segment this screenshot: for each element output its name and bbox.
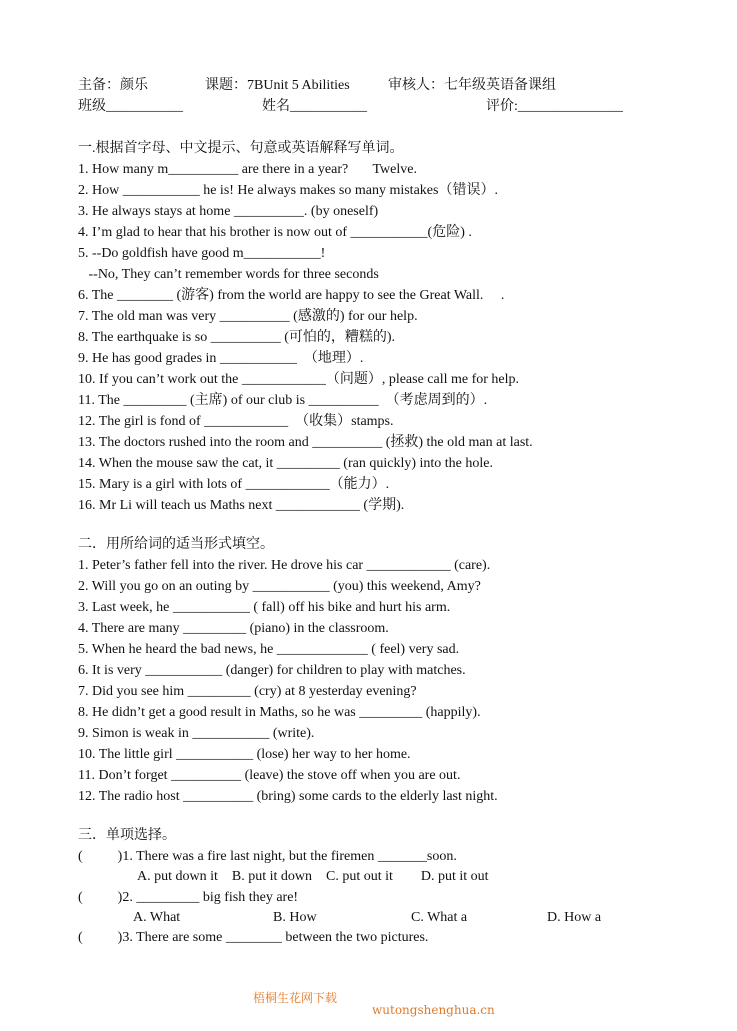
section1-item: 8. The earthquake is so __________ (可怕的，糟糕的). (78, 330, 396, 345)
question-3: ( )3. There are some ________ between the two pictures. (78, 930, 429, 945)
header-evaluation: 评价:_______________ (486, 99, 623, 114)
section2-item: 3. Last week, he ___________ ( fall) off his bike and hurt his arm. (78, 600, 451, 615)
section1-item: 6. The ________ (游客) from the world are happy to see the Great Wall. . (78, 288, 505, 303)
header-topic: 课题：7BUnit 5 Abilities (205, 78, 350, 93)
section2-item: 9. Simon is weak in ___________ (write). (78, 726, 315, 741)
section2-item: 2. Will you go on an outing by ___________ (you) this weekend, Amy? (78, 579, 481, 594)
section1-item: 10. If you can’t work out the ____________（问题）, please call me for help. (78, 372, 520, 387)
question-1: ( )1. There was a fire last night, but the firemen _______soon. (78, 849, 457, 864)
section2-item: 1. Peter’s father fell into the river. He drove his car ____________ (care). (78, 558, 491, 573)
section1-item: 1. How many m__________ are there in a year? Twelve. (78, 162, 417, 177)
question-2-option-d: D. How a (547, 910, 602, 925)
header-reviewer: 审核人：七年级英语备课组 (388, 78, 556, 93)
section2-item: 12. The radio host __________ (bring) some cards to the elderly last night. (78, 789, 498, 804)
question-2-option-a: A. What (133, 910, 181, 925)
section2-item: 10. The little girl ___________ (lose) her way to her home. (78, 747, 411, 762)
section2-item: 8. He didn’t get a good result in Maths, so he was _________ (happily). (78, 705, 481, 720)
header-class: 班级___________ (78, 99, 183, 114)
header-name: 姓名___________ (262, 99, 367, 114)
section2-item: 11. Don’t forget __________ (leave) the stove off when you are out. (78, 768, 461, 783)
question-2: ( )2. _________ big fish they are! (78, 890, 299, 905)
footer-site-name: 梧桐生花网下载 (253, 991, 338, 1005)
section2-item: 6. It is very ___________ (danger) for children to play with matches. (78, 663, 466, 678)
section1-item: --No, They can’t remember words for three seconds (78, 267, 379, 282)
section2-item: 7. Did you see him _________ (cry) at 8 yesterday evening? (78, 684, 417, 699)
section1-item: 16. Mr Li will teach us Maths next ____________ (学期). (78, 498, 405, 513)
section2-title: 二．用所给词的适当形式填空。 (78, 537, 274, 552)
footer (0, 975, 737, 1031)
section1-item: 4. I’m glad to hear that his brother is now out of ___________(危险) . (78, 225, 472, 240)
section1-item: 13. The doctors rushed into the room and __________ (拯救) the old man at last. (78, 435, 533, 450)
section1-item: 3. He always stays at home __________. (by oneself) (78, 204, 379, 219)
question-2-option-c: C. What a (411, 910, 468, 925)
footer-url[interactable]: wutongshenghua.cn (372, 1003, 495, 1017)
header-author: 主备：颜乐 (78, 78, 148, 93)
section1-item: 15. Mary is a girl with lots of ____________（能力）. (78, 477, 390, 492)
question-1-options: A. put down it B. put it down C. put out it D. put it out (137, 869, 489, 884)
section1-item: 5. --Do goldfish have good m___________! (78, 246, 326, 261)
section3-title: 三．单项选择。 (78, 828, 176, 843)
section1-item: 7. The old man was very __________ (感激的) for our help. (78, 309, 418, 324)
question-2-option-b: B. How (273, 910, 317, 925)
section1-item: 11. The _________ (主席) of our club is __________ （考虑周到的）. (78, 393, 488, 408)
section1-item: 9. He has good grades in ___________ （地理）. (78, 351, 364, 366)
section1-item: 14. When the mouse saw the cat, it _________ (ran quickly) into the hole. (78, 456, 493, 471)
section2-item: 5. When he heard the bad news, he _____________ ( feel) very sad. (78, 642, 460, 657)
section1-title: 一.根据首字母、中文提示、句意或英语解释写单词。 (78, 141, 404, 156)
section1-item: 12. The girl is fond of ____________ （收集）stamps. (78, 414, 394, 429)
section1-item: 2. How ___________ he is! He always makes so many mistakes（错误）. (78, 183, 498, 198)
section2-item: 4. There are many _________ (piano) in the classroom. (78, 621, 389, 636)
